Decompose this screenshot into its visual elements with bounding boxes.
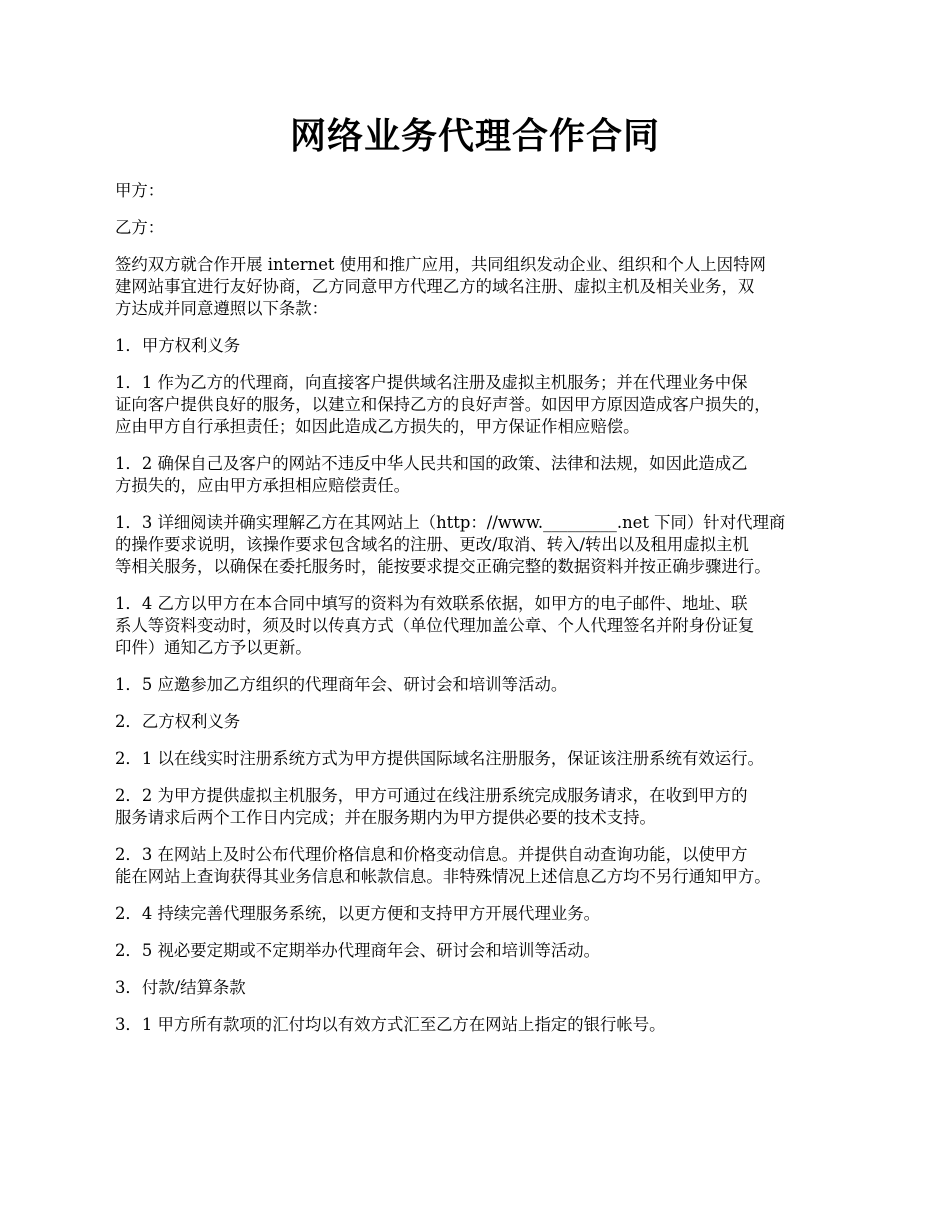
- paragraph-line: 2．3 在网站上及时公布代理价格信息和价格变动信息。并提供自动查询功能，以使甲方: [115, 845, 748, 864]
- paragraph-line: 方损失的，应由甲方承担相应赔偿责任。: [115, 476, 411, 495]
- paragraph-line: 1．2 确保自己及客户的网站不违反中华人民共和国的政策、法律和法规，如因此造成乙: [115, 454, 748, 473]
- paragraph: [115, 674, 855, 696]
- paragraph-line: 甲方：: [115, 181, 165, 200]
- paragraph: [115, 785, 855, 829]
- paragraph-line: 乙方：: [115, 218, 165, 237]
- document-body: [115, 180, 855, 1051]
- paragraph: [115, 844, 855, 888]
- paragraph-line: 服务请求后两个工作日内完成；并在服务期内为甲方提供必要的技术支持。: [115, 808, 656, 827]
- paragraph: [115, 512, 855, 578]
- paragraph: [115, 903, 855, 925]
- paragraph: [115, 372, 855, 438]
- paragraph-line: 等相关服务，以确保在委托服务时，能按要求提交正确完整的数据资料并按正确步骤进行。: [115, 557, 771, 576]
- paragraph: [115, 180, 855, 202]
- paragraph-line: 1．甲方权利义务: [115, 336, 241, 355]
- paragraph-line: 的操作要求说明，该操作要求包含域名的注册、更改/取消、转入/转出以及租用虚拟主机: [115, 535, 749, 554]
- paragraph-line: 2．乙方权利义务: [115, 712, 241, 731]
- paragraph-line: 2．2 为甲方提供虚拟主机服务，甲方可通过在线注册系统完成服务请求，在收到甲方的: [115, 786, 748, 805]
- paragraph-line: 2．4 持续完善代理服务系统，以更方便和支持甲方开展代理业务。: [115, 904, 601, 923]
- document-title: 网络业务代理合作合同: [289, 115, 660, 157]
- paragraph-line: 3．付款/结算条款: [115, 978, 246, 997]
- paragraph-line: 2．1 以在线实时注册系统方式为甲方提供国际域名注册服务，保证该注册系统有效运行。: [115, 749, 764, 768]
- paragraph-line: 签约双方就合作开展 internet 使用和推广应用，共同组织发动企业、组织和个人上因特网: [115, 255, 766, 274]
- paragraph-line: 1．1 作为乙方的代理商，向直接客户提供域名注册及虚拟主机服务；并在代理业务中保: [115, 373, 748, 392]
- paragraph: [115, 217, 855, 239]
- paragraph-line: 3．1 甲方所有款项的汇付均以有效方式汇至乙方在网站上指定的银行帐号。: [115, 1015, 666, 1034]
- paragraph-line: 方达成并同意遵照以下条款：: [115, 299, 329, 318]
- paragraph: [115, 254, 855, 320]
- paragraph-line: 能在网站上查询获得其业务信息和帐款信息。非特殊情况上述信息乙方均不另行通知甲方。: [115, 867, 771, 886]
- paragraph: [115, 593, 855, 659]
- paragraph: [115, 748, 855, 770]
- paragraph-line: 1．4 乙方以甲方在本合同中填写的资料为有效联系依据，如甲方的电子邮件、地址、联: [115, 594, 748, 613]
- paragraph-line: 建网站事宜进行友好协商，乙方同意甲方代理乙方的域名注册、虚拟主机及相关业务，双: [115, 277, 755, 296]
- paragraph-line: 印件）通知乙方予以更新。: [115, 638, 312, 657]
- paragraph-line: 证向客户提供良好的服务，以建立和保持乙方的良好声誉。如因甲方原因造成客户损失的，: [115, 395, 771, 414]
- paragraph: [115, 977, 855, 999]
- paragraph-line: 1．3 详细阅读并确实理解乙方在其网站上（http：//www._________.net 下同）针对代理商: [115, 513, 786, 532]
- paragraph-line: 1．5 应邀参加乙方组织的代理商年会、研讨会和培训等活动。: [115, 675, 568, 694]
- paragraph: [115, 940, 855, 962]
- paragraph: [115, 711, 855, 733]
- paragraph-line: 应由甲方自行承担责任；如因此造成乙方损失的，甲方保证作相应赔偿。: [115, 417, 640, 436]
- paragraph-line: 2．5 视必要定期或不定期举办代理商年会、研讨会和培训等活动。: [115, 941, 601, 960]
- paragraph: [115, 335, 855, 357]
- paragraph-line: 系人等资料变动时，须及时以传真方式（单位代理加盖公章、个人代理签名并附身份证复: [115, 616, 755, 635]
- paragraph: [115, 1014, 855, 1036]
- paragraph: [115, 453, 855, 497]
